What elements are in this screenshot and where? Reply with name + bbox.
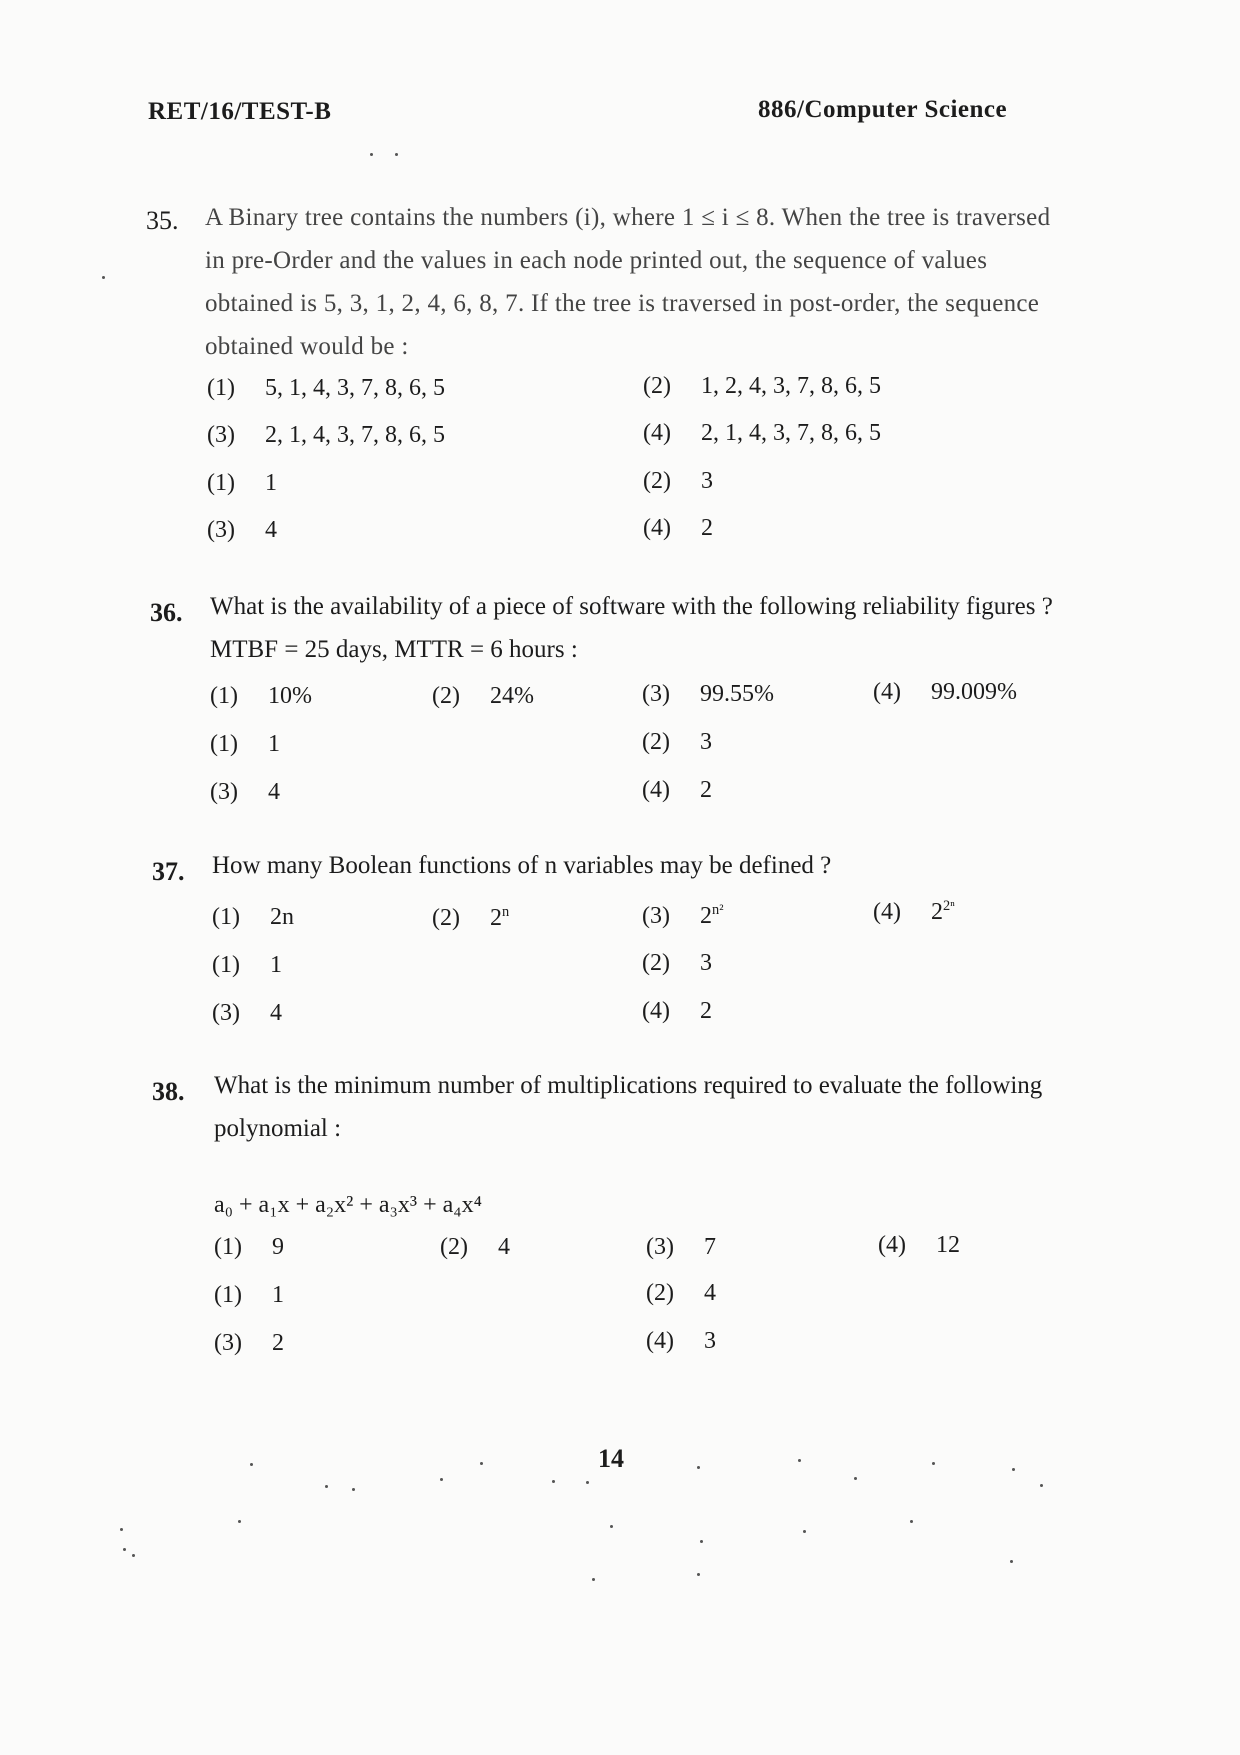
option-value: 2n	[270, 904, 294, 930]
answer-label: (4)	[643, 515, 671, 541]
option-value: 1, 2, 4, 3, 7, 8, 6, 5	[701, 373, 881, 399]
answer-label: (1)	[210, 731, 238, 757]
question-37-answer-2	[642, 950, 712, 977]
answer-value: 4	[704, 1280, 716, 1306]
question-37-answer-3	[212, 1000, 282, 1027]
question-37-text: How many Boolean functions of n variables may be defined ?	[212, 852, 832, 879]
answer-value: 2	[272, 1330, 284, 1356]
option-value: 2, 1, 4, 3, 7, 8, 6, 5	[701, 420, 881, 446]
answer-value: 1	[265, 470, 277, 496]
answer-label: (2)	[646, 1280, 674, 1306]
option-value: 99.55%	[700, 681, 774, 707]
question-37-option-3	[642, 902, 724, 930]
option-label: (4)	[873, 899, 901, 925]
header-left: RET/16/TEST-B	[148, 98, 332, 125]
option-exponent: 2ⁿ	[943, 898, 955, 914]
question-38-option-1	[214, 1234, 284, 1261]
option-exponent: n²	[712, 902, 724, 918]
option-value: 5, 1, 4, 3, 7, 8, 6, 5	[265, 375, 445, 401]
question-35-answer-4	[643, 515, 713, 542]
option-label: (2)	[643, 373, 671, 399]
question-37-answer-4	[642, 998, 712, 1025]
question-36-option-3	[642, 681, 774, 708]
answer-value: 3	[701, 468, 713, 494]
header-right: 886/Computer Science	[758, 96, 1008, 123]
question-36-answer-4	[642, 777, 712, 804]
answer-label: (2)	[642, 729, 670, 755]
answer-label: (3)	[210, 779, 238, 805]
option-value: 7	[704, 1234, 716, 1260]
answer-value: 3	[700, 950, 712, 976]
question-36-answer-2	[642, 729, 712, 756]
answer-label: (3)	[207, 517, 235, 543]
answer-label: (1)	[212, 952, 240, 978]
answer-value: 3	[704, 1328, 716, 1354]
question-38-answer-3	[214, 1330, 284, 1357]
answer-value: 4	[270, 1000, 282, 1026]
option-label: (4)	[878, 1232, 906, 1258]
question-36-option-4	[873, 679, 1017, 706]
question-38-option-3	[646, 1234, 716, 1261]
answer-value: 1	[272, 1282, 284, 1308]
answer-label: (1)	[207, 470, 235, 496]
question-35-answer-2	[643, 468, 713, 495]
question-37-option-1	[212, 904, 294, 931]
question-37-answer-1	[212, 952, 282, 979]
question-37-option-2	[432, 904, 509, 932]
question-35-option-4	[643, 420, 881, 447]
option-value: 10%	[268, 683, 312, 709]
question-35-option-3	[207, 422, 445, 449]
option-label: (3)	[642, 903, 670, 929]
option-label: (1)	[207, 375, 235, 401]
option-label: (4)	[643, 420, 671, 446]
answer-value: 4	[265, 517, 277, 543]
answer-label: (1)	[214, 1282, 242, 1308]
answer-value: 2	[700, 777, 712, 803]
option-label: (1)	[210, 683, 238, 709]
option-base: 2	[700, 903, 712, 929]
question-36-number: 36.	[150, 598, 183, 627]
question-38-answer-2	[646, 1280, 716, 1307]
answer-value: 1	[268, 731, 280, 757]
option-label: (3)	[207, 422, 235, 448]
option-value: 12	[936, 1232, 960, 1258]
question-36-text: What is the availability of a piece of software with the following reliability figures ? MTBF = 25 days, MTTR = 6 hours :	[210, 593, 1053, 663]
option-label: (2)	[440, 1234, 468, 1260]
option-label: (4)	[873, 679, 901, 705]
question-35-answer-3	[207, 517, 277, 544]
question-35-answer-1	[207, 470, 277, 497]
answer-value: 4	[268, 779, 280, 805]
page-number: 14	[598, 1444, 624, 1473]
option-base: 2	[490, 905, 502, 931]
option-label: (3)	[646, 1234, 674, 1260]
answer-value: 1	[270, 952, 282, 978]
option-label: (1)	[212, 904, 240, 930]
answer-label: (3)	[214, 1330, 242, 1356]
answer-label: (3)	[212, 1000, 240, 1026]
option-value: 2, 1, 4, 3, 7, 8, 6, 5	[265, 422, 445, 448]
answer-label: (2)	[642, 950, 670, 976]
question-35-number: 35.	[146, 206, 179, 235]
question-37-number: 37.	[152, 857, 185, 886]
option-exponent: n	[502, 904, 510, 920]
answer-value: 2	[700, 998, 712, 1024]
question-36-answer-1	[210, 731, 280, 758]
option-value: 99.009%	[931, 679, 1017, 705]
option-value: 9	[272, 1234, 284, 1260]
option-value: 24%	[490, 683, 534, 709]
question-36-option-1	[210, 683, 312, 710]
question-36-answer-3	[210, 779, 280, 806]
option-value: 4	[498, 1234, 510, 1260]
question-38-formula: a₀ + a₁x + a₂x² + a₃x³ + a₄x⁴	[214, 1192, 482, 1218]
option-label: (1)	[214, 1234, 242, 1260]
question-37-option-4	[873, 898, 955, 926]
question-36-option-2	[432, 683, 534, 710]
question-38-text: What is the minimum number of multiplications required to evaluate the following polynomial :	[214, 1072, 1043, 1142]
answer-label: (4)	[642, 777, 670, 803]
option-label: (2)	[432, 683, 460, 709]
answer-label: (4)	[642, 998, 670, 1024]
option-label: (3)	[642, 681, 670, 707]
answer-label: (2)	[643, 468, 671, 494]
answer-label: (4)	[646, 1328, 674, 1354]
question-38-answer-1	[214, 1282, 284, 1309]
question-35-option-1	[207, 375, 445, 402]
question-38-answer-4	[646, 1328, 716, 1355]
answer-value: 3	[700, 729, 712, 755]
option-label: (2)	[432, 905, 460, 931]
question-35-text: A Binary tree contains the numbers (i), where 1 ≤ i ≤ 8. When the tree is traversed in pre-Order and the values in each node printed out, the sequence of values obtained is 5, 3, 1, 2, 4, 6, 8, 7. If the tree is traversed in post-order, the sequence obtained would be :	[205, 204, 1051, 360]
question-38-option-4	[878, 1232, 960, 1259]
question-35-option-2	[643, 373, 881, 400]
question-38-option-2	[440, 1234, 510, 1261]
answer-value: 2	[701, 515, 713, 541]
question-38-number: 38.	[152, 1077, 185, 1106]
option-base: 2	[931, 899, 943, 925]
